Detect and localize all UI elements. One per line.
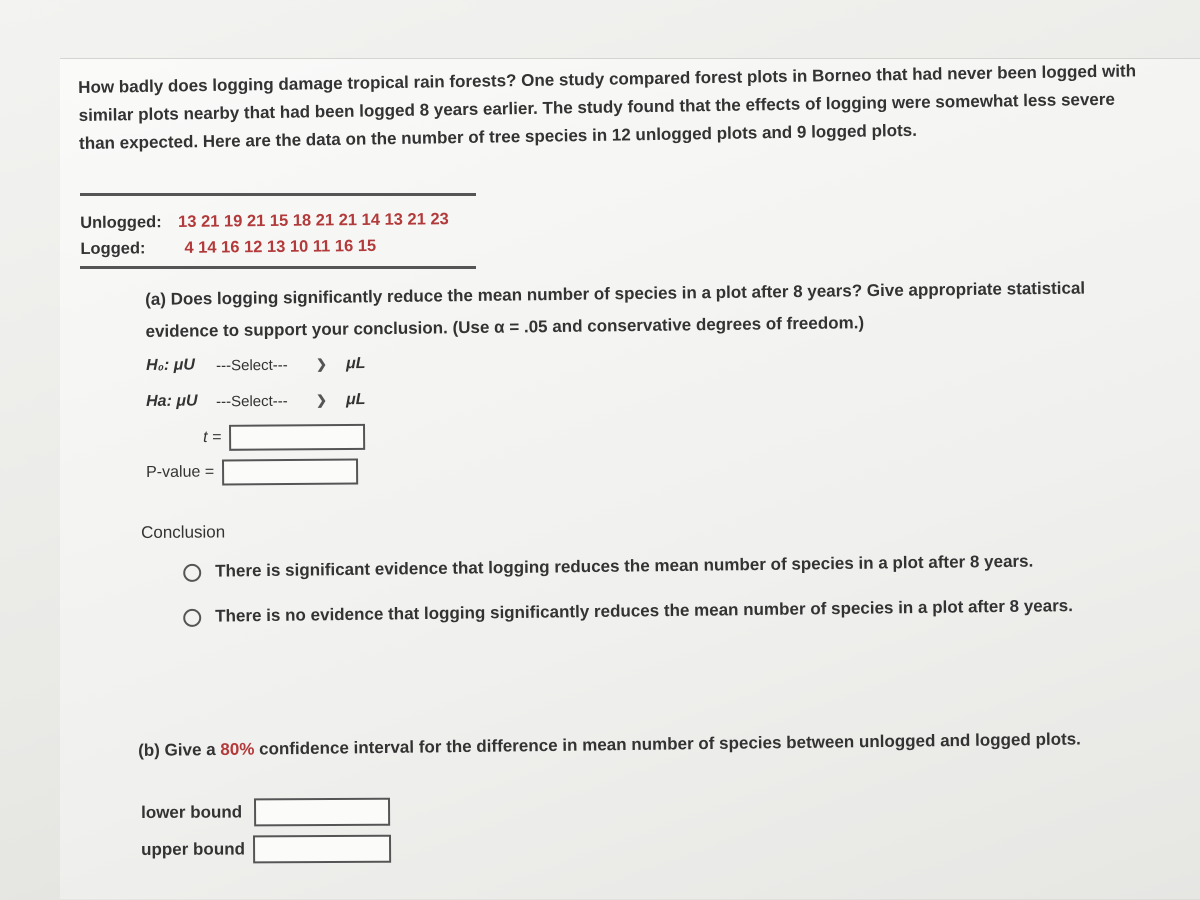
option-1-text: There is significant evidence that logging reduces the mean number of species in a plot after 8 years.: [215, 551, 1034, 581]
divider-top: [80, 193, 476, 196]
part-b-prefix: (b) Give a: [138, 739, 221, 760]
lower-bound-input[interactable]: [254, 798, 390, 827]
h0-select[interactable]: ---Select---: [216, 356, 288, 374]
logged-values: 4 14 16 12 13 10 11 16 15: [184, 236, 377, 257]
conclusion-title: Conclusion: [141, 522, 226, 542]
part-b-suffix: confidence interval for the difference in mean number of species between unlogged and logged plots.: [254, 729, 1081, 759]
h0-label: H₀: μU: [146, 356, 195, 374]
chevron-down-icon[interactable]: ❯: [316, 392, 328, 408]
chevron-down-icon[interactable]: ❯: [316, 356, 328, 372]
logged-row: [80, 232, 449, 262]
p-value-row: [146, 459, 358, 486]
p-value-label: P-value =: [146, 463, 215, 481]
t-stat-row: [203, 424, 365, 451]
alt-hypothesis-row: [146, 391, 366, 411]
data-table: [80, 206, 449, 262]
logged-label: Logged:: [80, 238, 146, 258]
radio-icon[interactable]: [183, 564, 201, 582]
ha-mu-l: μL: [345, 391, 366, 409]
t-input[interactable]: [229, 424, 365, 451]
ha-select[interactable]: ---Select---: [216, 392, 288, 410]
divider-bottom: [80, 266, 476, 269]
upper-bound-label: upper bound: [141, 839, 245, 859]
lower-bound-row: [141, 798, 390, 827]
t-label: t =: [203, 428, 222, 446]
lower-bound-label: lower bound: [141, 802, 243, 822]
confidence-level: 80%: [220, 739, 255, 759]
upper-bound-input[interactable]: [253, 835, 391, 864]
option-2-text: There is no evidence that logging significantly reduces the mean number of species in a plot after 8 years.: [215, 596, 1074, 626]
unlogged-label: Unlogged:: [80, 212, 162, 232]
null-hypothesis-row: [146, 355, 366, 375]
unlogged-values: 13 21 19 21 15 18 21 21 14 13 21 23: [178, 209, 449, 231]
unlogged-row: [80, 206, 449, 236]
part-a-question: (a) Does logging significantly reduce the mean number of species in a plot after 8 years? Give appropriate statistical evidence to support your conclusion. (Use α = .05 and conservative degrees of freedom.): [145, 278, 1086, 341]
ha-label: Ha: μU: [146, 392, 198, 410]
p-value-input[interactable]: [222, 459, 358, 486]
h0-mu-l: μL: [345, 355, 366, 373]
problem-intro: How badly does logging damage tropical rain forests? One study compared forest plots in Borneo that had never been logged with similar plots nearby that had been logged 8 years earlier. The study found that the effects of logging were somewhat less severe than expected. Here are the data on the number of tree species in 12 unlogged plots and 9 logged plots.: [78, 61, 1137, 153]
upper-bound-row: [141, 835, 391, 864]
radio-icon[interactable]: [183, 609, 201, 627]
